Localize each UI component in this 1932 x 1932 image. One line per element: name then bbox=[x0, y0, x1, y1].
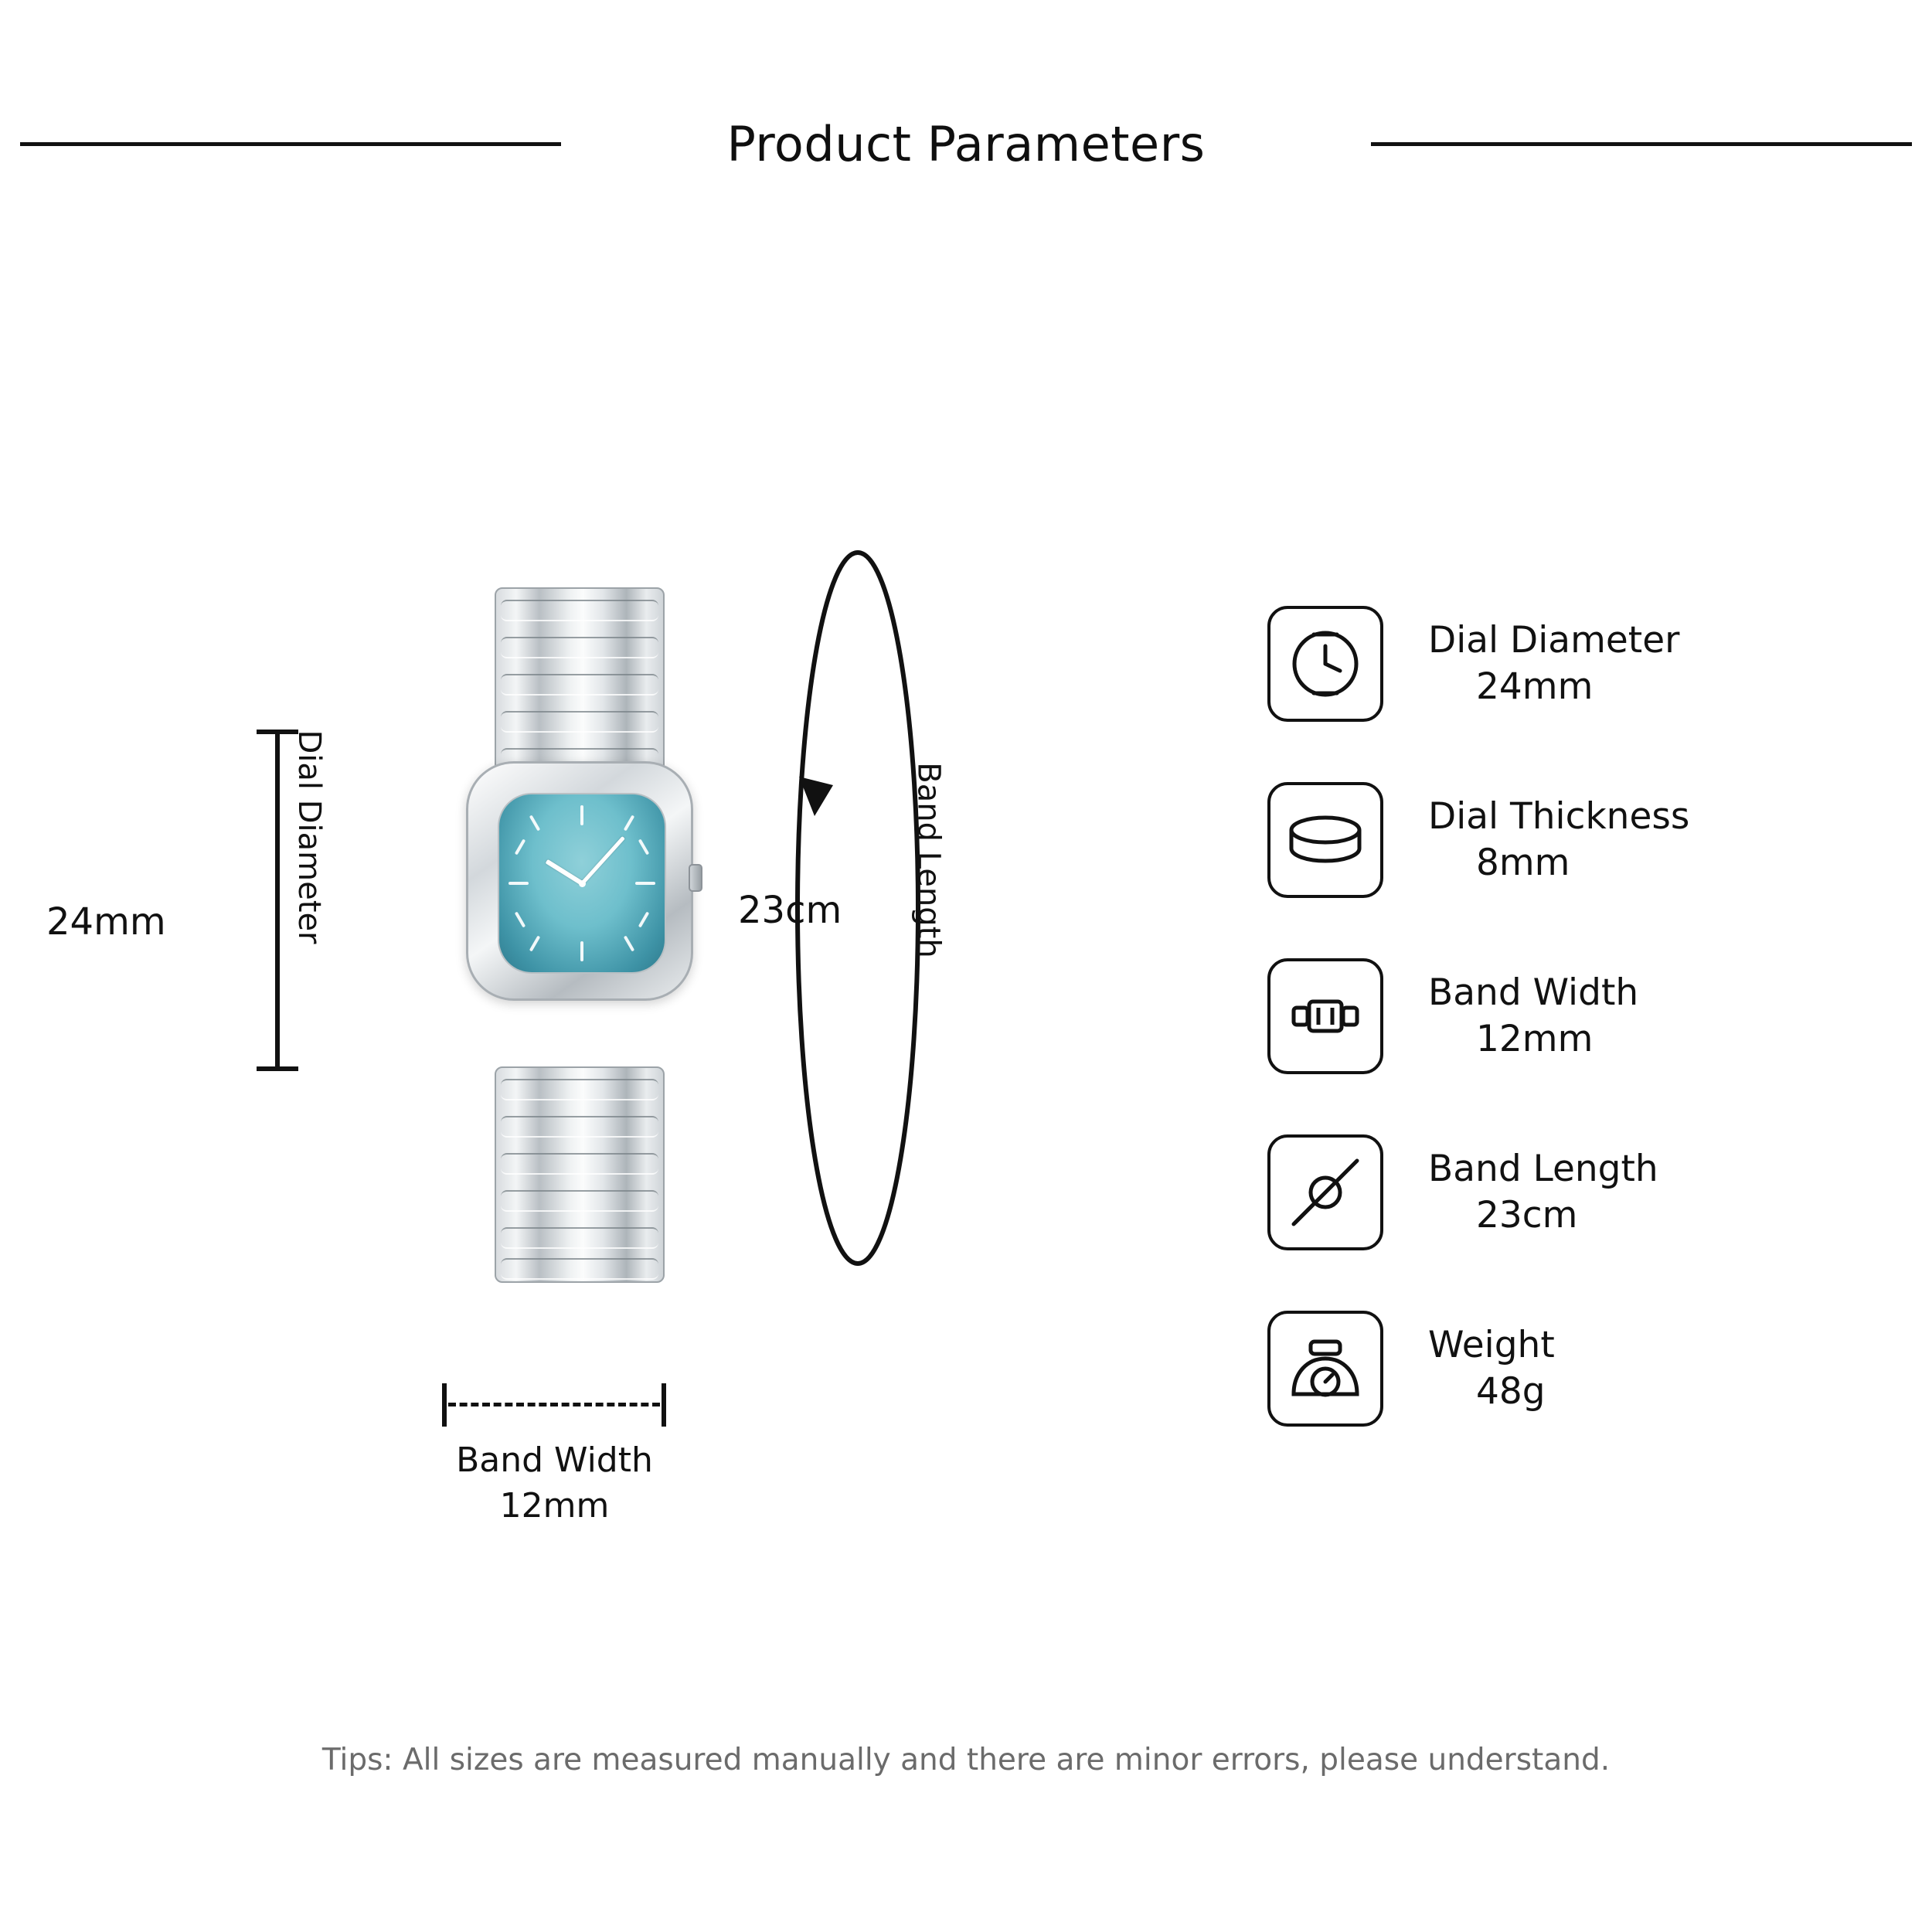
spec-value: 48g bbox=[1476, 1370, 1546, 1413]
spec-value: 12mm bbox=[1476, 1018, 1594, 1060]
spec-label: Dial Diameter bbox=[1428, 618, 1680, 662]
band-width-caliper-value: 12mm bbox=[499, 1486, 610, 1526]
watch-case bbox=[466, 761, 693, 1001]
caliper-bar bbox=[275, 733, 280, 1068]
spec-row-band-length bbox=[1267, 1104, 1870, 1281]
spec-value: 8mm bbox=[1476, 842, 1570, 884]
band-width-caliper-label: Band Width bbox=[456, 1440, 653, 1480]
watch-illustration bbox=[452, 587, 707, 1283]
watch-crown bbox=[689, 864, 702, 892]
spec-text-dial-thickness bbox=[1428, 794, 1689, 886]
watch-dial bbox=[498, 793, 666, 974]
tips-note: Tips: All sizes are measured manually and there are minor errors, please understand. bbox=[321, 1743, 1611, 1777]
spec-row-dial-diameter bbox=[1267, 576, 1870, 752]
band-length-loop-label: Band Length bbox=[910, 762, 947, 958]
band-length-icon bbox=[1267, 1134, 1383, 1250]
band-width-caliper-text bbox=[386, 1437, 723, 1529]
cylinder-icon bbox=[1267, 782, 1383, 898]
spec-label: Band Width bbox=[1428, 971, 1639, 1014]
band-width-cap-right bbox=[662, 1383, 666, 1427]
page-header bbox=[0, 116, 1932, 172]
band-width-dashed-line bbox=[448, 1403, 660, 1406]
dial-diameter-caliper-label: Dial Diameter bbox=[291, 730, 327, 944]
header-rule-right bbox=[1371, 142, 1912, 146]
spec-text-dial-diameter bbox=[1428, 617, 1679, 710]
band-width-cap-left bbox=[442, 1383, 447, 1427]
hands-pivot bbox=[579, 880, 586, 887]
band-length-loop-value: 23cm bbox=[738, 889, 842, 932]
spec-label: Weight bbox=[1428, 1323, 1555, 1366]
watch-band-bottom bbox=[495, 1066, 665, 1283]
spec-row-dial-thickness bbox=[1267, 752, 1870, 928]
minute-hand bbox=[580, 836, 624, 885]
spec-row-band-width bbox=[1267, 928, 1870, 1104]
spec-label: Dial Thickness bbox=[1428, 794, 1690, 838]
spec-list bbox=[1267, 576, 1870, 1457]
spec-text-band-length bbox=[1428, 1146, 1658, 1239]
spec-label: Band Length bbox=[1428, 1147, 1658, 1190]
header-rule-left bbox=[20, 142, 561, 146]
page-title: Product Parameters bbox=[726, 116, 1206, 172]
caliper-cap-bottom bbox=[257, 1066, 298, 1071]
watch-icon bbox=[1267, 606, 1383, 722]
spec-row-weight bbox=[1267, 1281, 1870, 1457]
band-width-caliper bbox=[442, 1383, 666, 1430]
band-width-icon bbox=[1267, 958, 1383, 1074]
spec-text-weight bbox=[1428, 1322, 1555, 1415]
dial-diameter-caliper-value: 24mm bbox=[46, 900, 166, 944]
kitchen-scale-icon bbox=[1267, 1311, 1383, 1427]
spec-text-band-width bbox=[1428, 970, 1638, 1063]
hour-hand bbox=[546, 859, 583, 886]
spec-value: 23cm bbox=[1476, 1194, 1578, 1236]
spec-value: 24mm bbox=[1476, 665, 1594, 708]
